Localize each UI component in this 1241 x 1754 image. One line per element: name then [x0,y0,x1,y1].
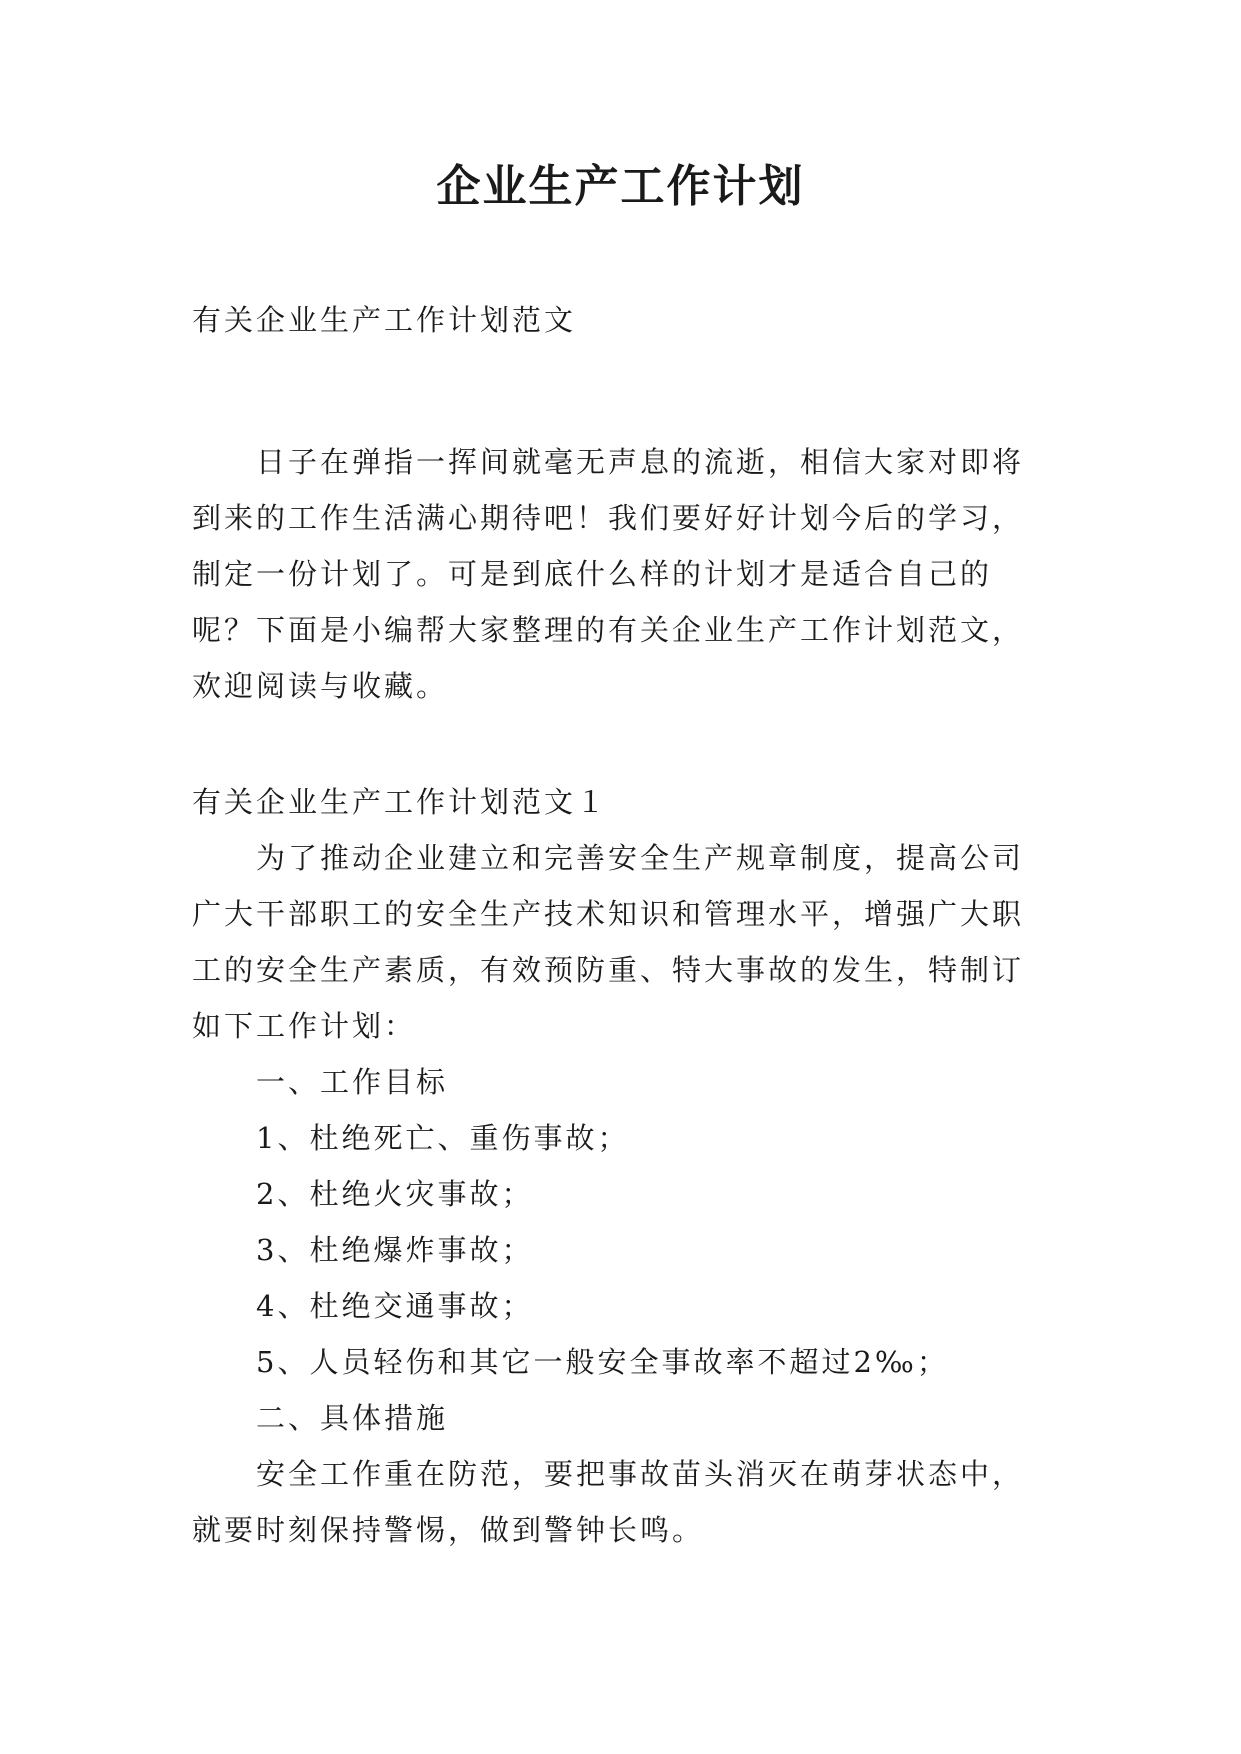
goal-item: 1、杜绝死亡、重伤事故； [256,1121,630,1155]
spacer [192,348,1060,434]
section-intro-line: 为了推动企业建立和完善安全生产规章制度，提高公司 [256,841,1025,875]
section-intro-line: 工的安全生产素质，有效预防重、特大事故的发生，特制订 [192,953,1025,987]
goal-item: 4、杜绝交通事故； [256,1289,534,1323]
section-intro-paragraph [192,830,1060,1054]
section-heading: 有关企业生产工作计划范文１ [192,785,609,819]
section-intro-line: 广大干部职工的安全生产技术知识和管理水平，增强广大职 [192,897,1025,931]
intro-line: 呢？下面是小编帮大家整理的有关企业生产工作计划范文， [192,613,1025,647]
measures-paragraph [192,1446,1060,1558]
document-title: 企业生产工作计划 [436,161,805,212]
intro-line: 欢迎阅读与收藏。 [192,669,449,703]
measures-line: 安全工作重在防范，要把事故苗头消灭在萌芽状态中， [256,1457,1025,1491]
measures-heading: 二、具体措施 [256,1401,449,1435]
document-subtitle: 有关企业生产工作计划范文 [192,303,577,337]
goal-item: 5、人员轻伤和其它一般安全事故率不超过2‰； [256,1345,949,1379]
section-intro-line: 如下工作计划： [192,1009,417,1043]
document-body [192,292,1060,1558]
goal-item: 3、杜绝爆炸事故； [256,1233,534,1267]
intro-paragraph [192,434,1060,714]
intro-line: 到来的工作生活满心期待吧！我们要好好计划今后的学习， [192,501,1025,535]
intro-line: 日子在弹指一挥间就毫无声息的流逝，相信大家对即将 [256,445,1025,479]
goal-item: 2、杜绝火灾事故； [256,1177,534,1211]
goals-list [192,1110,1060,1390]
intro-line: 制定一份计划了。可是到底什么样的计划才是适合自己的 [192,557,993,591]
goals-heading: 一、工作目标 [256,1065,449,1099]
measures-line: 就要时刻保持警惕，做到警钟长鸣。 [192,1513,705,1547]
spacer [192,714,1060,774]
